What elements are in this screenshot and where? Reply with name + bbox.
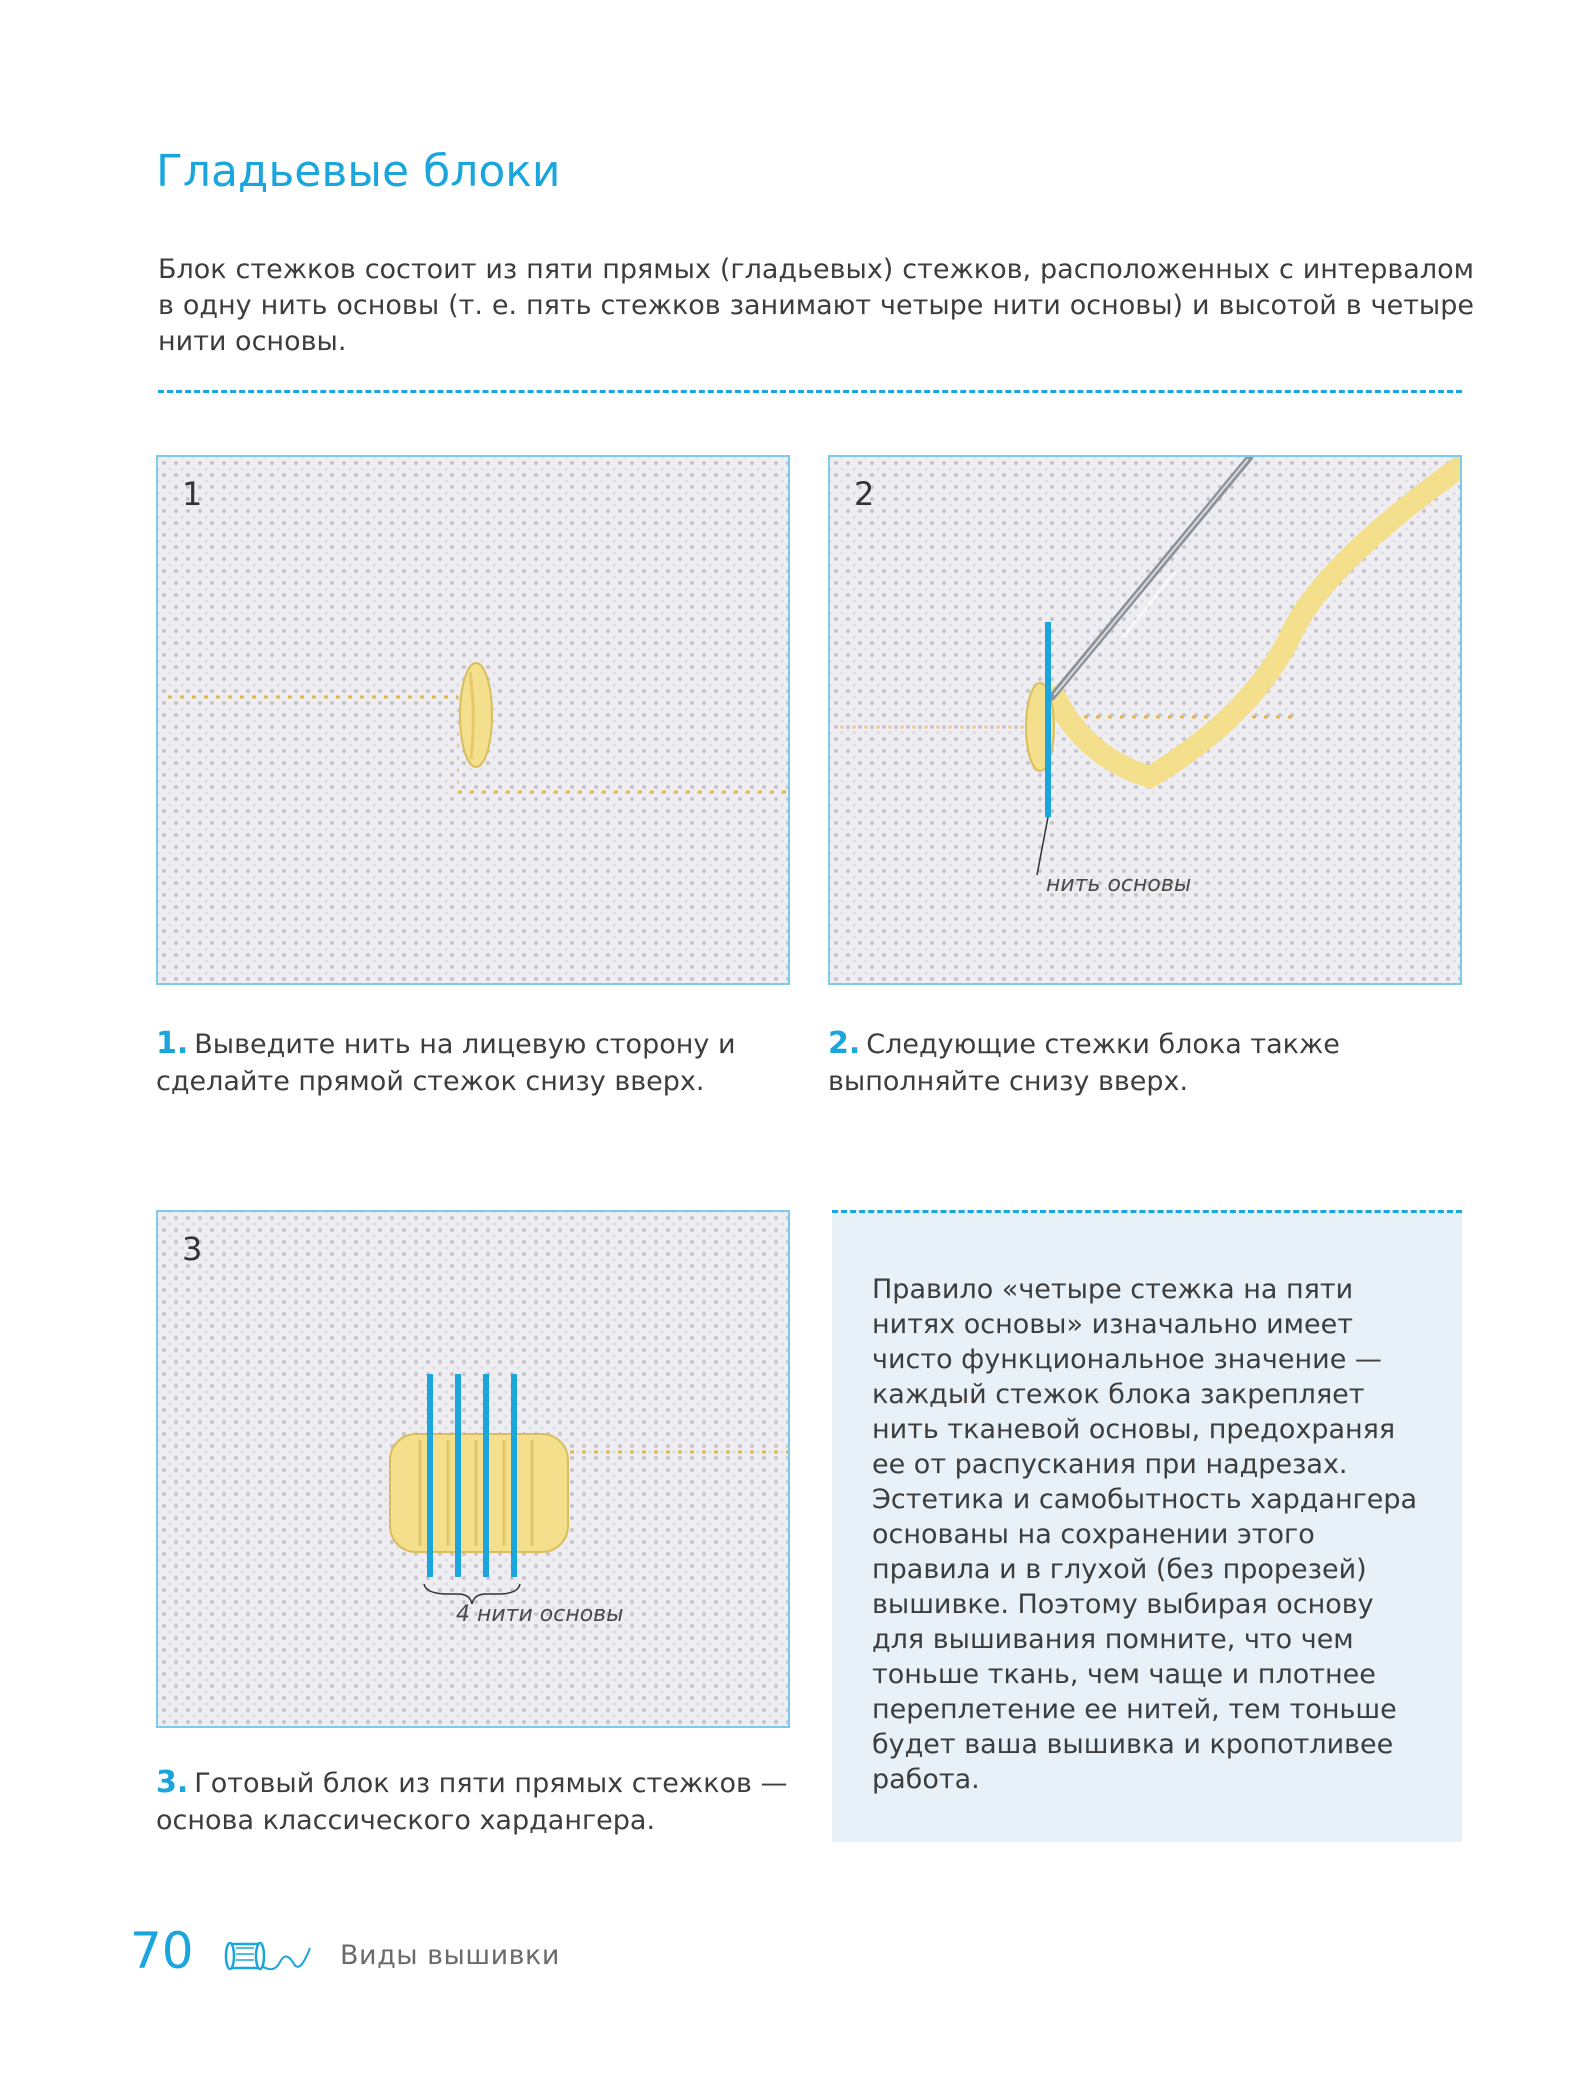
caption-2: [828, 1025, 1453, 1100]
section-name: Виды вышивки: [340, 1940, 560, 1971]
figure-1-number: 1: [182, 475, 203, 513]
caption-1: [156, 1025, 796, 1100]
figure-1-illustration: [158, 457, 790, 985]
sidebar-text: Правило «четыре стежка на пяти нитях основы» изначально имеет чисто функциональное значение — каждый стежок блока закрепляет нить тканевой основы, предохраняя ее от распускания при надрезах. Эстетика и самобытность хардангера основаны на сохранении этого правила и в глухой (без прорезей) вышивке. Поэтому выбирая основу для вышивания помните, что чем тоньше ткань, чем чаще и плотнее переплетение ее нитей, тем тоньше будет ваша вышивка и кропотливее работа.: [872, 1274, 1418, 1795]
figure-1: [156, 455, 790, 985]
divider-top: [158, 390, 1462, 393]
page-title: Гладьевые блоки: [156, 146, 561, 197]
sidebar-divider: [832, 1210, 1462, 1213]
caption-1-text: Выведите нить на лицевую сторону и сделайте прямой стежок снизу вверх.: [156, 1029, 736, 1097]
figure-2-illustration: [830, 457, 1462, 985]
four-threads-label: 4 нити основы: [456, 1602, 624, 1627]
figure-2-number: 2: [854, 475, 875, 513]
warp-thread-label: нить основы: [1046, 872, 1192, 897]
figure-3-number: 3: [182, 1230, 203, 1268]
caption-2-text: Следующие стежки блока также выполняйте снизу вверх.: [828, 1029, 1340, 1097]
caption-3-text: Готовый блок из пяти прямых стежков — основа классического хардангера.: [156, 1768, 788, 1836]
figure-2: [828, 455, 1462, 985]
caption-3: [156, 1764, 796, 1839]
figure-3-illustration: [158, 1212, 790, 1728]
caption-3-number: 3.: [156, 1765, 189, 1800]
intro-paragraph: Блок стежков состоит из пяти прямых (гладьевых) стежков, расположенных с интервалом в одну нить основы (т. е. пять стежков занимают четыре нити основы) и высотой в четыре нити основы.: [158, 254, 1474, 357]
sidebar-note: [832, 1210, 1462, 1842]
caption-1-number: 1.: [156, 1026, 189, 1061]
caption-2-number: 2.: [828, 1026, 861, 1061]
thread-spool-icon: [222, 1930, 314, 1978]
page-number: 70: [130, 1922, 194, 1980]
figure-3: [156, 1210, 790, 1728]
